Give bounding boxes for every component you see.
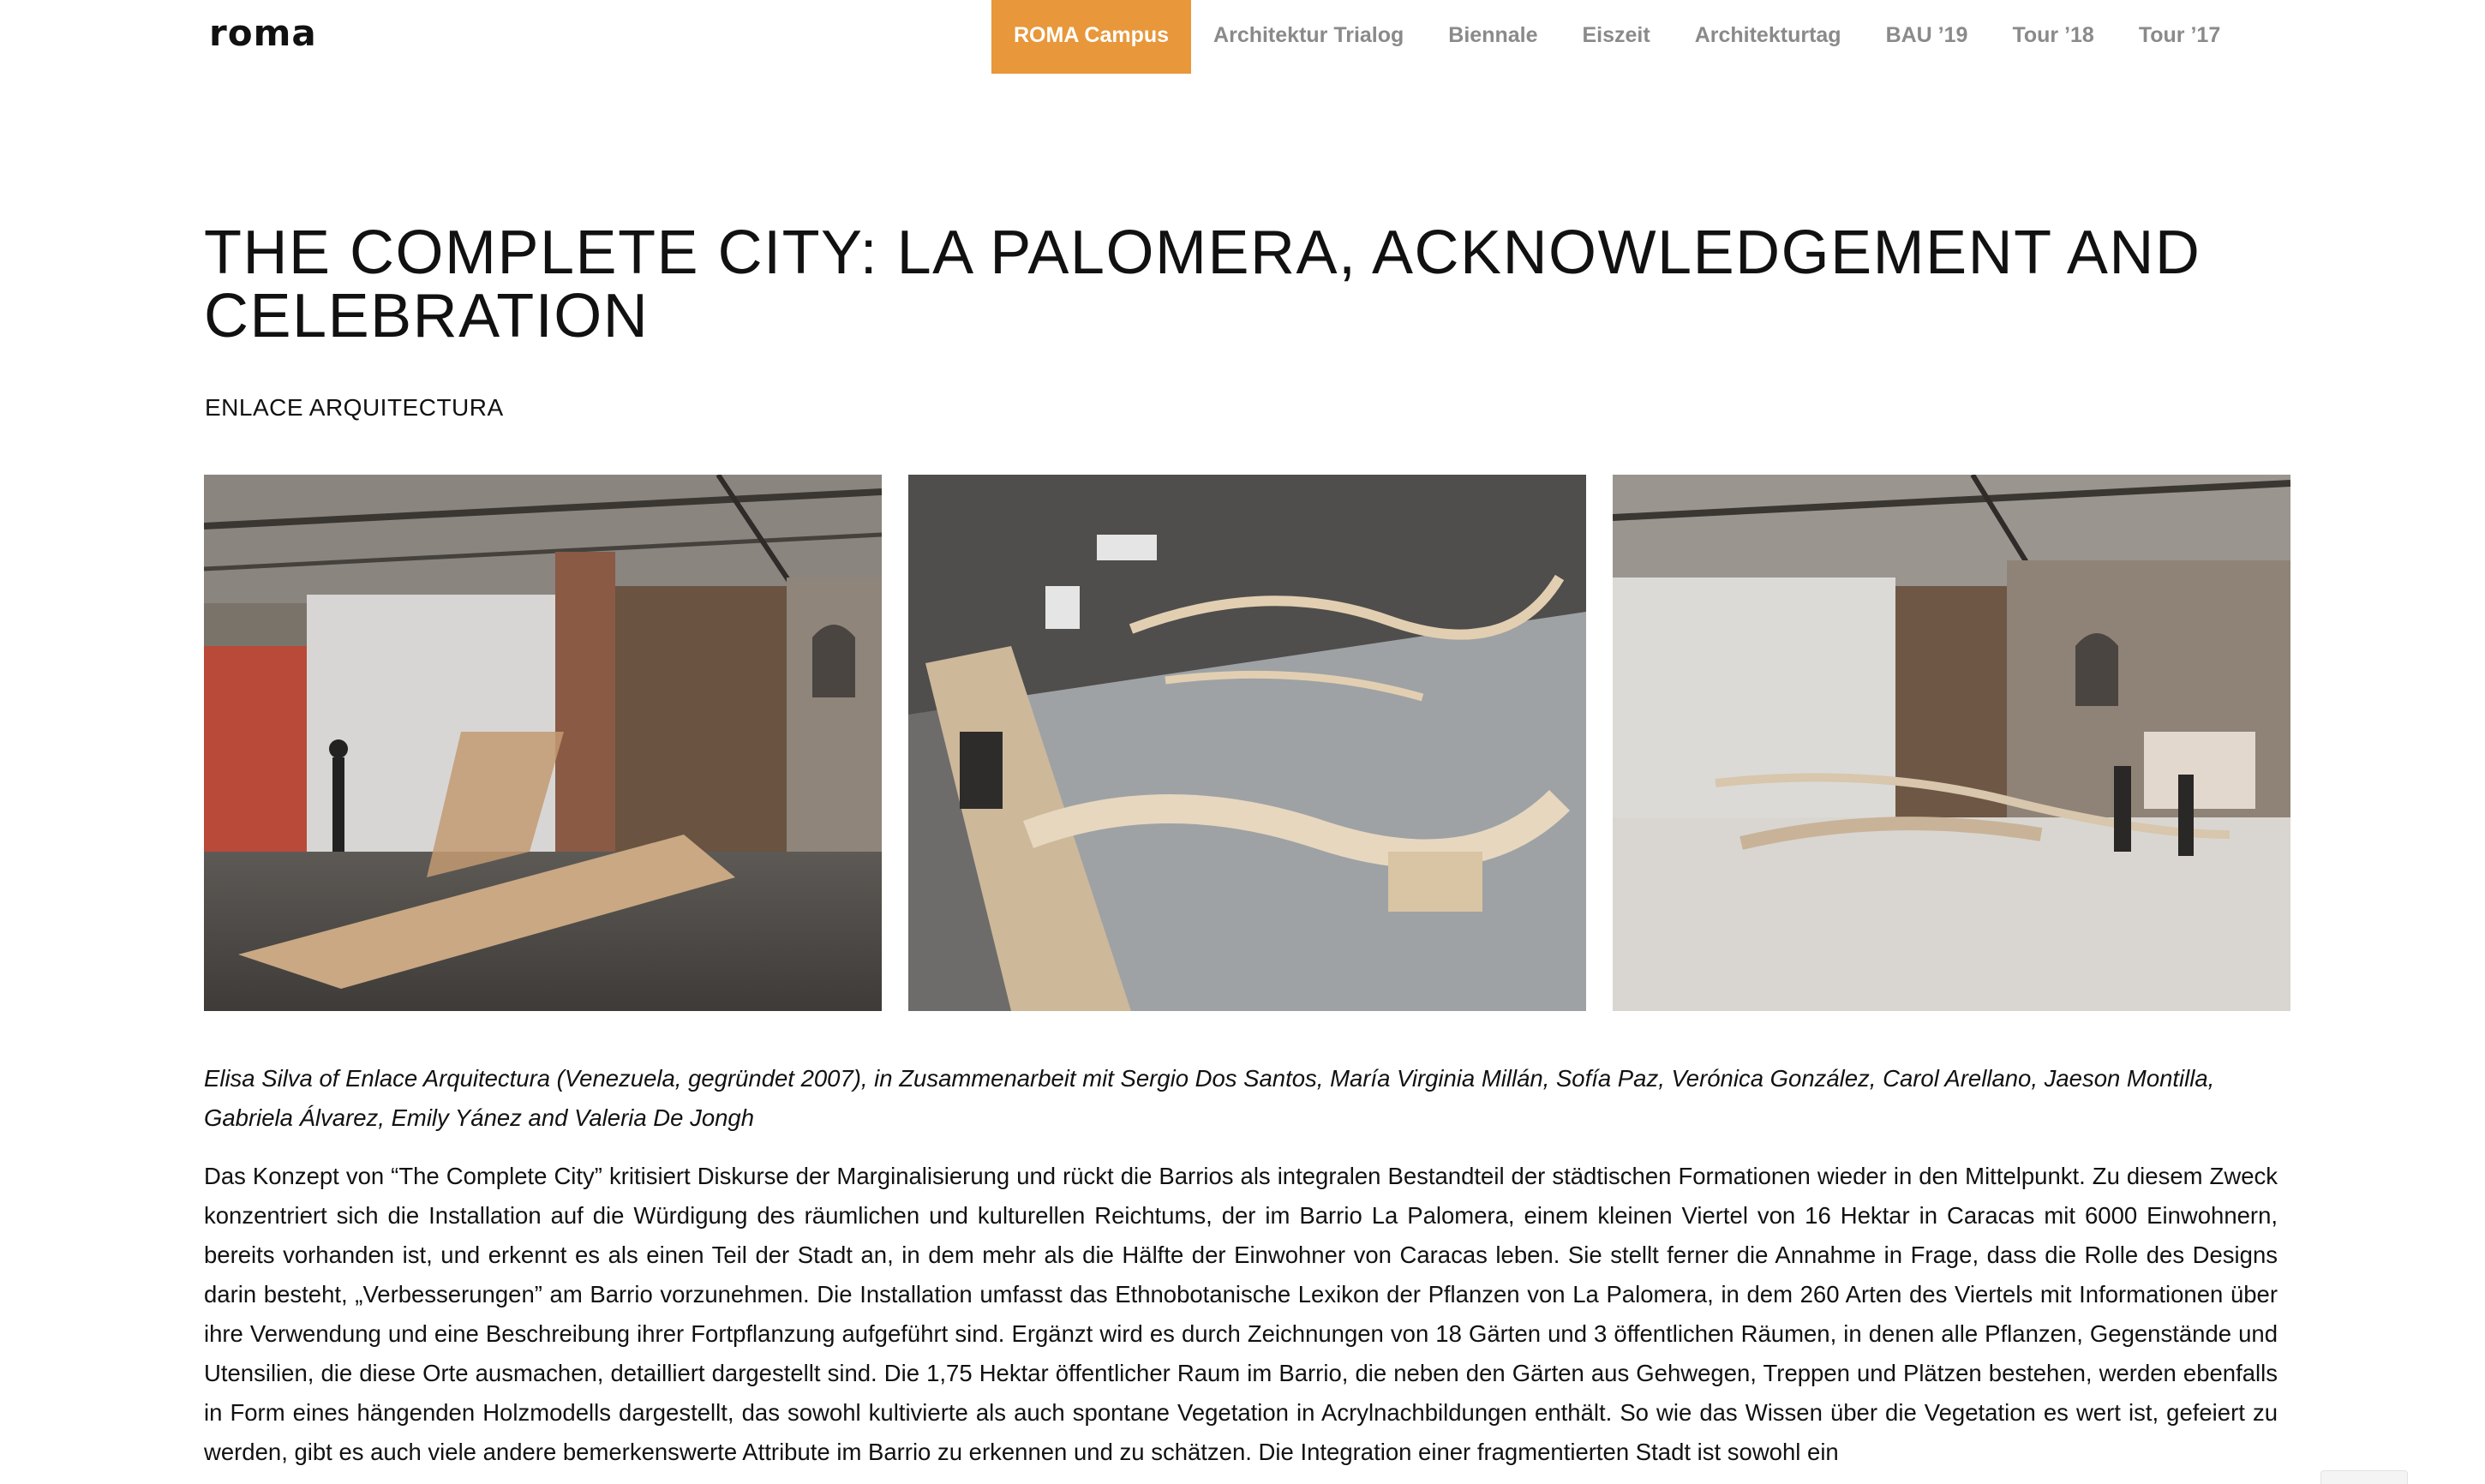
nav-item-tour-17[interactable]: Tour ’17 bbox=[2138, 23, 2221, 47]
gallery-photo-3[interactable] bbox=[1613, 475, 2290, 1011]
site-header bbox=[0, 0, 2485, 74]
photo-caption: Elisa Silva of Enlace Arquitectura (Venezuela, gegründet 2007), in Zusammenarbeit mit Sergio Dos Santos, María Virginia Millán, Sofía Paz, Verónica González, Carol Arellano, Jaeson Montilla, Gabriela Álvarez, Emily Yánez and Valeria De Jongh bbox=[204, 1065, 2215, 1131]
scroll-to-top-tab[interactable] bbox=[2320, 1470, 2408, 1484]
main-nav bbox=[991, 0, 2242, 74]
exhibition-photo-image bbox=[204, 475, 882, 1011]
nav-item-tour-18[interactable]: Tour ’18 bbox=[2012, 23, 2094, 47]
nav-item-architekturtag[interactable]: Architekturtag bbox=[1694, 23, 1841, 47]
exhibition-photo-image bbox=[908, 475, 1586, 1011]
nav-item-architektur-trialog[interactable]: Architektur Trialog bbox=[1213, 23, 1404, 47]
nav-item-eiszeit[interactable]: Eiszeit bbox=[1582, 23, 1650, 47]
exhibition-photo-image bbox=[1613, 475, 2290, 1011]
gallery-photo-1[interactable] bbox=[204, 475, 882, 1011]
article-body: Das Konzept von “The Complete City” kritisiert Diskurse der Marginalisierung und rückt die Barrios als integralen Bestandteil der städtischen Formationen wieder in den Mittelpunkt. Zu diesem Zweck konzentriert sich die Installation auf die Würdigung des räumlichen und kulturellen Reichtums, der im Barrio La Palomera, einem kleinen Viertel von 16 Hektar in Caracas mit 6000 Einwohnern, bereits vorhanden ist, und erkennt es als einen Teil der Stadt an, in dem mehr als die Hälfte der Einwohner von Caracas leben. Sie stellt ferner die Annahme in Frage, dass die Rolle des Designs darin besteht, „Verbesserungen” am Barrio vorzunehmen. Die Installation umfasst das Ethnobotanische Lexikon der Pflanzen von La Palomera, in dem 260 Arten des Viertels mit Informationen über ihre Verwendung und eine Beschreibung ihrer Fortpflanzung aufgeführt sind. Ergänzt wird es durch Zeichnungen von 18 Gärten und 3 öffentlichen Räumen, in denen alle Pflanzen, Gegenstände und Utensilien, die diese Orte ausmachen, detailliert dargestellt sind. Die 1,75 Hektar öffentlicher Raum im Barrio, die neben den Gärten aus Gehwegen, Treppen und Plätzen bestehen, werden ebenfalls in Form eines hängenden Holzmodells dargestellt, das sowohl kultivierte als auch spontane Vegetation in Acrylnachbildungen enthält. So wie das Wissen über die Vegetation es wert ist, gefeiert zu werden, gibt es auch viele andere bemerkenswerte Attribute im Barrio zu erkennen und zu schätzen. Die Integration einer fragmentierten Stadt ist sowohl ein bbox=[204, 1163, 2278, 1465]
nav-item-bau-19[interactable]: BAU ’19 bbox=[1885, 23, 1968, 47]
page-title: THE COMPLETE CITY: LA PALOMERA, ACKNOWLEDGEMENT AND CELEBRATION bbox=[204, 218, 2201, 350]
nav-item-roma-campus[interactable]: ROMA Campus bbox=[991, 0, 1191, 74]
page-subtitle: ENLACE ARQUITECTURA bbox=[205, 394, 504, 421]
site-logo[interactable]: roma bbox=[209, 12, 317, 54]
nav-item-biennale[interactable]: Biennale bbox=[1448, 23, 1538, 47]
gallery-photo-2[interactable] bbox=[908, 475, 1586, 1011]
